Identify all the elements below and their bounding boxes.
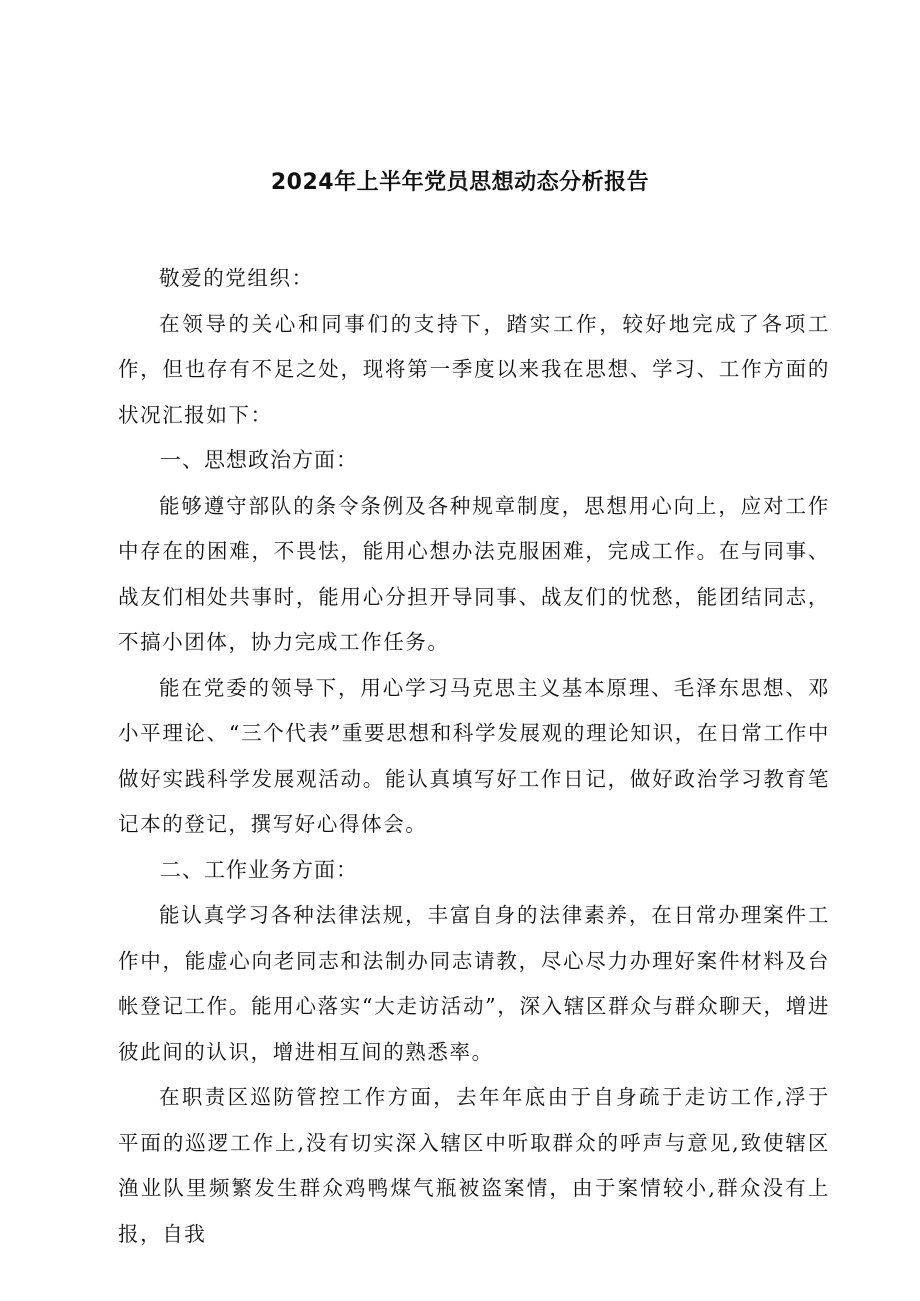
salutation: 敬爱的党组织： [159,266,314,290]
document-body [118,256,830,1257]
section-heading-work: 二、工作业务方面： [160,857,358,882]
section-heading-political: 一、思想政治方面： [160,448,358,472]
intro-paragraph: 在领导的关心和同事们的支持下，踏实工作，较好地完成了各项工作，但也存有不足之处，现将第一季度以来我在思想、学习、工作方面的状况汇报如下： [118,311,830,427]
paragraph-political-2: 能在党委的领导下，用心学习马克思主义基本原理、毛泽东思想、邓小平理论、“三个代表”重要思想和科学发展观的理论知识，在日常工作中做好实践科学发展观活动。能认真填写好工作日记，做好政治学习教育笔记本的登记，撰写好心得体会。 [118,675,830,836]
paragraph-work-1: 能认真学习各种法律法规，丰富自身的法律素养，在日常办理案件工作中，能虚心向老同志和法制办同志请教，尽心尽力办理好案件材料及台帐登记工作。能用心落实“大走访活动”，深入辖区群众与群众聊天，增进彼此间的认识，增进相互间的熟悉率。 [118,903,830,1064]
paragraph-political-1: 能够遵守部队的条令条例及各种规章制度，思想用心向上，应对工作中存在的困难，不畏怯，能用心想办法克服困难，完成工作。在与同事、战友们相处共事时，能用心分担开导同事、战友们的忧愁，能团结同志，不搞小团体，协力完成工作任务。 [118,493,830,654]
document-title: 2024年上半年党员思想动态分析报告 [270,170,650,195]
paragraph-work-2: 在职责区巡防管控工作方面，去年年底由于自身疏于走访工作,浮于平面的巡逻工作上,没有切实深入辖区中听取群众的呼声与意见,致使辖区渔业队里频繁发生群众鸡鸭煤气瓶被盗案情，由于案情较小,群众没有上报，自我 [118,1085,830,1246]
